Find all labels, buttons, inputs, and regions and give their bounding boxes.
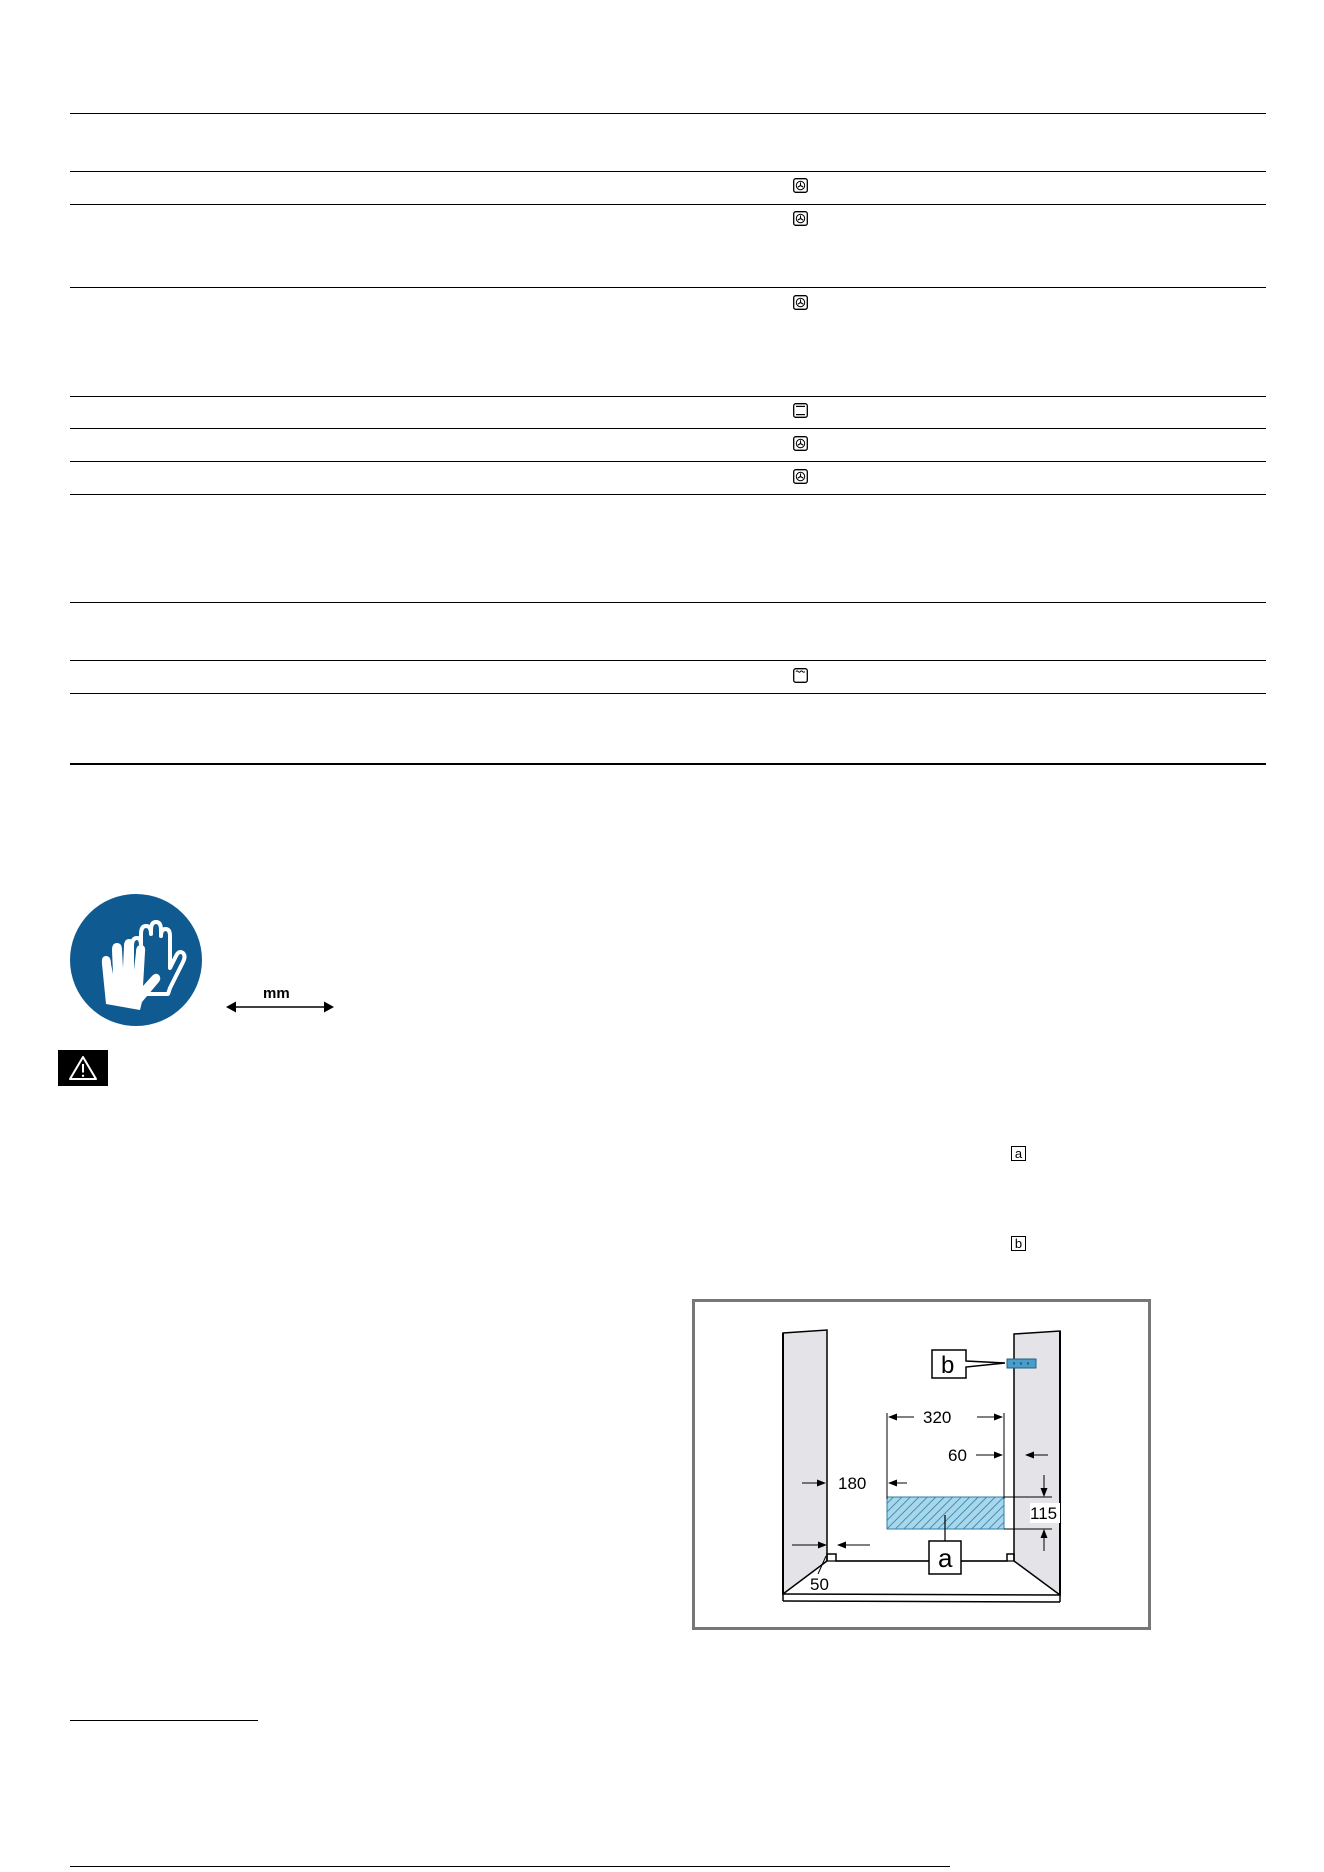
table-rule [70, 602, 1266, 603]
table-top-rule [70, 113, 1266, 114]
hot-air-icon [793, 469, 808, 484]
hot-air-icon [793, 211, 808, 226]
dimension-50: 50 [810, 1575, 829, 1594]
right-side-panel [1014, 1331, 1060, 1595]
dimension-320: 320 [923, 1408, 952, 1427]
top-bottom-heat-icon [793, 403, 808, 418]
installation-dimension-figure [692, 1299, 1151, 1630]
left-side-panel [783, 1330, 827, 1594]
grill-icon [793, 668, 808, 683]
callout-label-b: b [941, 1352, 955, 1379]
table-bottom-rule [70, 763, 1266, 765]
footnote-rule [70, 1720, 258, 1721]
reference-box-a: a [1011, 1146, 1026, 1161]
figure-frame [694, 1301, 1150, 1629]
dimension-180: 180 [838, 1474, 867, 1493]
table-rule [70, 428, 1266, 429]
table-rule [70, 494, 1266, 495]
dimension-60: 60 [948, 1446, 967, 1465]
unit-label: mm [263, 985, 290, 1002]
dimension-115: 115 [1030, 1504, 1058, 1523]
table-rule [70, 461, 1266, 462]
reference-box-b: b [1011, 1236, 1026, 1251]
table-rule [70, 171, 1266, 172]
table-rule [70, 396, 1266, 397]
callout-label-a: a [938, 1543, 953, 1573]
page-bottom-rule [70, 1866, 950, 1867]
table-rule [70, 660, 1266, 661]
warning-triangle-icon [58, 1050, 108, 1086]
table-rule [70, 204, 1266, 205]
hot-air-icon [793, 295, 808, 310]
protective-gloves-icon [70, 894, 202, 1026]
hot-air-icon [793, 178, 808, 193]
table-rule [70, 693, 1266, 694]
table-rule [70, 287, 1266, 288]
hot-air-icon [793, 436, 808, 451]
